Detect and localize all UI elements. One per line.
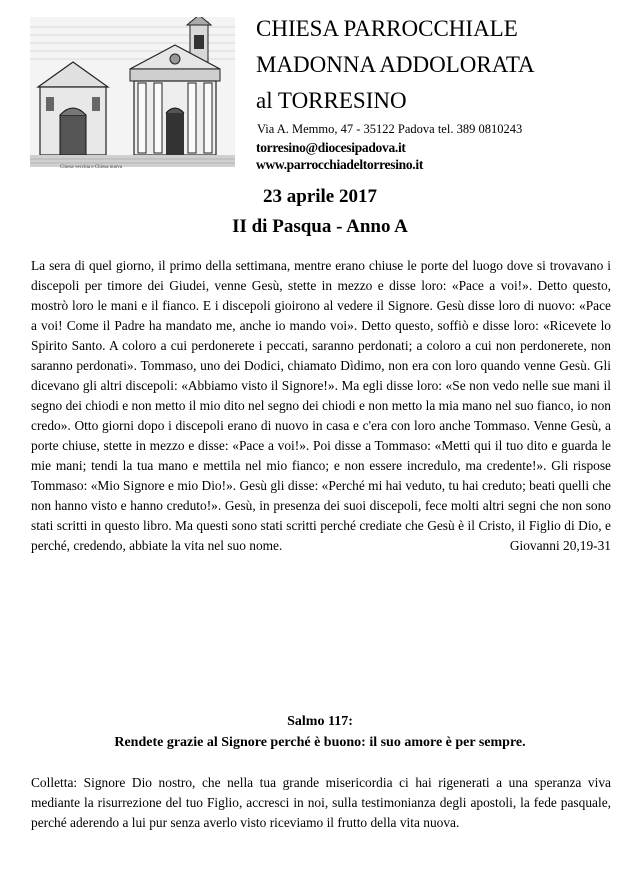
- psalm-title: Salmo 117:: [287, 714, 353, 729]
- parish-location: al TORRESINO: [256, 88, 407, 113]
- collect-text: Colletta: Signore Dio nostro, che nella tua grande misericordia ci hai rigenerati a una speranza viva mediante la risurrezione del tuo Figlio, accresci in noi, sulla testimonianza degli apostoli, la fede pasquale, perché aderendo a lui pur senza averlo visto riceviamo il frutto della vita nuova.: [31, 775, 611, 830]
- website-link[interactable]: www.parrocchiadeltorresino.it: [256, 157, 424, 172]
- bulletin-date: 23 aprile 2017: [263, 186, 377, 207]
- collect-prayer: [31, 773, 611, 833]
- header: [0, 0, 640, 185]
- psalm-refrain: Rendete grazie al Signore perché è buono: il suo amore è per sempre.: [114, 735, 526, 750]
- church-illustration: [30, 17, 235, 167]
- parish-name: MADONNA ADDOLORATA: [256, 52, 535, 77]
- gospel-reference: Giovanni 20,19-31: [509, 538, 611, 553]
- gospel-text: La sera di quel giorno, il primo della settimana, mentre erano chiuse le porte del luogo dove si trovavano i discepoli per timore dei Giudei, venne Gesù, stette in mezzo e disse loro: «Pace a voi!». Detto questo, mostrò loro le mani e il fianco. E i discepoli gioirono al vedere il Signore. Gesù disse loro di nuovo: «Pace a voi! Come il Padre ha mandato me, anche io mando voi». Detto questo, soffiò e disse loro: «Ricevete lo Spirito Santo. A coloro a cui perdonerete i peccati, saranno perdonati; a coloro a cui non perdonerete, non saranno perdonati». Tommaso, uno dei Dodici, chiamato Dìdimo, non era con loro quando venne Gesù. Gli dicevano gli altri discepoli: «Abbiamo visto il Signore!». Ma egli disse loro: «Se non vedo nelle sue mani il segno dei chiodi e non metto il mio dito nel segno dei chiodi e non metto la mia mano nel suo fianco, io non credo». Otto giorni dopo i discepoli erano di nuovo in casa e c'era con loro anche Tommaso. Venne Gesù, a porte chiuse, stette in mezzo e disse: «Pace a voi!». Poi disse a Tommaso: «Metti qui il tuo dito e guarda le mie mani; tendi la tua mano e mettila nel mio fianco; e non essere incredulo, ma credente!». Gli rispose Tommaso: «Mio Signore e mio Dio!». Gesù gli disse: «Perché mi hai veduto, tu hai creduto; beati quelli che non hanno visto e hanno creduto!». Gesù, in presenza dei suoi discepoli, fece molti altri segni che non sono stati scritti in questo libro. Ma questi sono stati scritti perché crediate che Gesù è il Cristo, il Figlio di Dio, e perché, credendo, abbiate la vita nel suo nome.: [31, 258, 611, 553]
- feast-title: II di Pasqua - Anno A: [232, 216, 408, 237]
- address: Via A. Memmo, 47 - 35122 Padova tel. 389 0810243: [257, 122, 523, 136]
- gospel-reading: [31, 256, 611, 556]
- email-link[interactable]: torresino@diocesipadova.it: [256, 140, 406, 155]
- parish-title: CHIESA PARROCCHIALE: [256, 16, 518, 41]
- image-caption: Chiesa vecchia e Chiesa nuova: [60, 165, 122, 170]
